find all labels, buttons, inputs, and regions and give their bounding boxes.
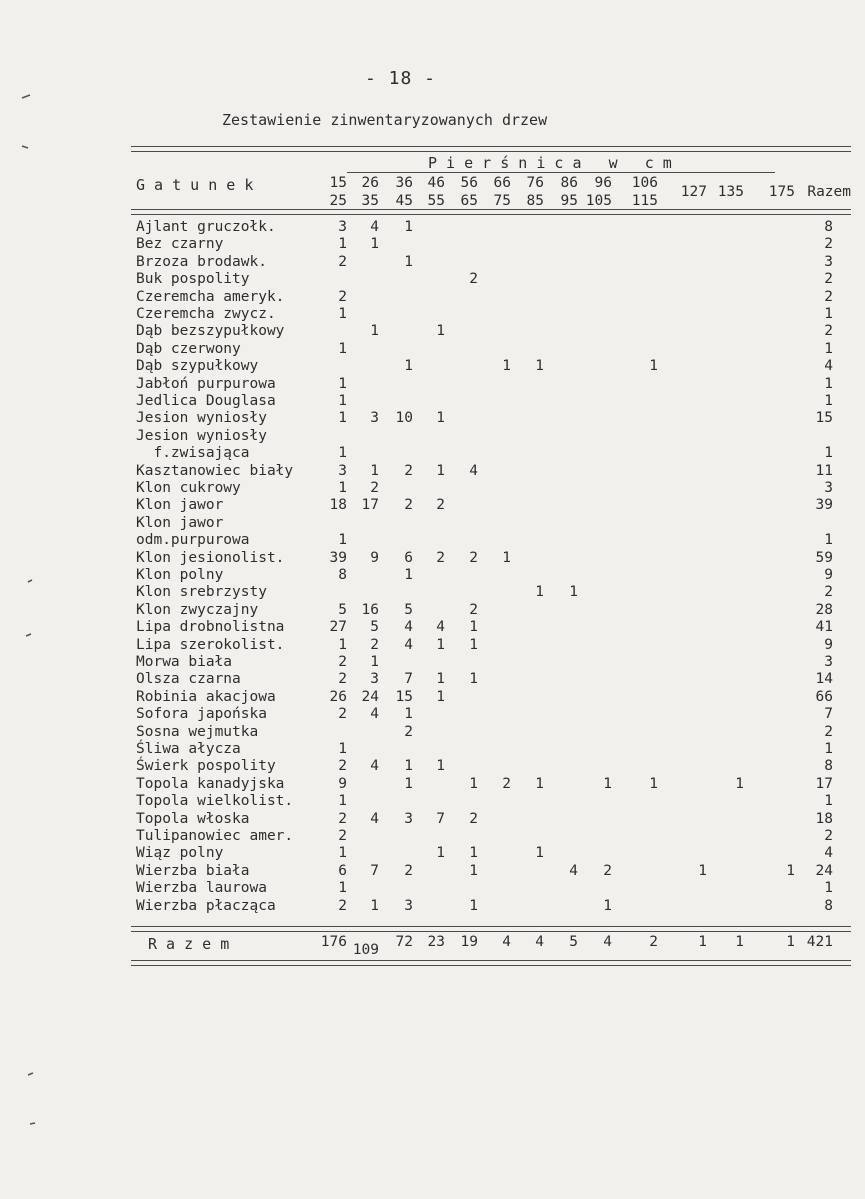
row-total: 17 bbox=[815, 775, 833, 792]
table-cell: 4 bbox=[370, 810, 379, 827]
table-cell: 2 bbox=[338, 758, 347, 775]
table-cell: 1 bbox=[338, 793, 347, 810]
species-name: Jesion wyniosły bbox=[136, 410, 267, 427]
class-label: 127 bbox=[680, 184, 707, 200]
table-cell: 3 bbox=[370, 671, 379, 688]
column-total: 109 bbox=[352, 942, 379, 958]
totals-label: R a z e m bbox=[148, 935, 230, 953]
species-name: Klon zwyczajny bbox=[136, 601, 259, 618]
table-cell: 4 bbox=[370, 706, 379, 723]
class-label: 175 bbox=[768, 184, 795, 200]
species-name: Topola wielkolist. bbox=[136, 793, 294, 810]
table-cell: 1 bbox=[535, 775, 544, 792]
table-cell: 1 bbox=[370, 462, 379, 479]
table-cell: 1 bbox=[436, 636, 445, 653]
column-total: 4 bbox=[603, 934, 612, 950]
table-cell: 1 bbox=[535, 845, 544, 862]
species-name: Czeremcha ameryk. bbox=[136, 288, 285, 305]
class-to-label: 105 bbox=[585, 193, 612, 209]
table-cell: 1 bbox=[436, 671, 445, 688]
row-total: 14 bbox=[815, 671, 833, 688]
table-cell: 1 bbox=[502, 358, 511, 375]
species-name: Jesion wyniosły bbox=[136, 427, 267, 444]
margin-mark bbox=[28, 1073, 33, 1075]
species-name: Świerk pospolity bbox=[136, 758, 276, 775]
column-total: 4 bbox=[502, 934, 511, 950]
class-to-label: 45 bbox=[395, 193, 413, 209]
row-total: 24 bbox=[815, 862, 833, 879]
column-total: 1 bbox=[786, 934, 795, 950]
table-cell: 1 bbox=[370, 897, 379, 914]
table-cell: 18 bbox=[329, 497, 347, 514]
totals-top-rule bbox=[131, 926, 851, 932]
column-total: 176 bbox=[320, 934, 347, 950]
species-name: Kasztanowiec biały bbox=[136, 462, 294, 479]
species-name: Wierzba płacząca bbox=[136, 897, 276, 914]
table-cell: 2 bbox=[338, 654, 347, 670]
row-total: 1 bbox=[824, 306, 833, 322]
table-cell: 7 bbox=[436, 810, 445, 827]
table-cell: 1 bbox=[469, 862, 478, 879]
class-to-label: 55 bbox=[427, 193, 445, 209]
class-to-label: 25 bbox=[329, 193, 347, 209]
table-cell: 4 bbox=[404, 636, 413, 653]
species-name: Klon cukrowy bbox=[136, 480, 241, 496]
class-to-label: 95 bbox=[560, 193, 578, 209]
row-total: 66 bbox=[815, 688, 833, 705]
table-cell: 5 bbox=[370, 619, 379, 636]
table-cell: 4 bbox=[370, 219, 379, 235]
class-from-label: 96 bbox=[594, 175, 612, 191]
species-name: Olsza czarna bbox=[136, 671, 241, 688]
table-cell: 2 bbox=[404, 723, 413, 740]
total-column-header: Razem bbox=[807, 184, 851, 200]
row-total: 1 bbox=[824, 880, 833, 897]
species-name: Topola kanadyjska bbox=[136, 775, 285, 792]
table-cell: 1 bbox=[436, 688, 445, 705]
table-cell: 1 bbox=[502, 549, 511, 566]
table-cell: 2 bbox=[370, 636, 379, 653]
table-cell: 1 bbox=[338, 480, 347, 496]
class-to-label: 65 bbox=[460, 193, 478, 209]
table-cell: 2 bbox=[338, 828, 347, 844]
table-cell: 2 bbox=[404, 462, 413, 479]
class-from-label: 26 bbox=[361, 175, 379, 191]
row-total: 15 bbox=[815, 410, 833, 427]
table-cell: 1 bbox=[535, 584, 544, 601]
table-cell: 26 bbox=[329, 688, 347, 705]
table-cell: 1 bbox=[404, 758, 413, 775]
table-cell: 5 bbox=[404, 601, 413, 618]
table-cell: 1 bbox=[338, 845, 347, 862]
table-cell: 2 bbox=[338, 671, 347, 688]
table-cell: 1 bbox=[603, 775, 612, 792]
table-cell: 27 bbox=[329, 619, 347, 636]
table-cell: 2 bbox=[404, 497, 413, 514]
table-cell: 1 bbox=[404, 253, 413, 270]
row-total: 2 bbox=[824, 828, 833, 844]
species-header: G a t u n e k bbox=[136, 176, 254, 194]
table-cell: 1 bbox=[469, 897, 478, 914]
row-total: 1 bbox=[824, 741, 833, 757]
table-cell: 9 bbox=[338, 775, 347, 792]
table-cell: 1 bbox=[370, 236, 379, 253]
table-cell: 3 bbox=[404, 810, 413, 827]
table-cell: 2 bbox=[469, 601, 478, 618]
table-cell: 1 bbox=[338, 880, 347, 897]
table-cell: 1 bbox=[735, 775, 744, 792]
table-cell: 24 bbox=[361, 688, 379, 705]
species-name: Sofora japońska bbox=[136, 706, 267, 723]
row-total: 1 bbox=[824, 393, 833, 409]
table-cell: 1 bbox=[338, 236, 347, 253]
table-cell: 2 bbox=[436, 549, 445, 566]
table-cell: 2 bbox=[370, 480, 379, 496]
header-double-rule bbox=[131, 209, 851, 215]
table-cell: 4 bbox=[404, 619, 413, 636]
class-from-label: 106 bbox=[631, 175, 658, 191]
species-name: Czeremcha zwycz. bbox=[136, 306, 276, 322]
table-cell: 1 bbox=[436, 845, 445, 862]
table-cell: 1 bbox=[469, 775, 478, 792]
margin-mark bbox=[26, 634, 31, 636]
row-total: 2 bbox=[824, 323, 833, 340]
column-total: 19 bbox=[460, 934, 478, 950]
species-name: odm.purpurowa bbox=[136, 532, 250, 549]
table-cell: 3 bbox=[370, 410, 379, 427]
row-total: 2 bbox=[824, 584, 833, 601]
table-cell: 1 bbox=[404, 567, 413, 583]
table-cell: 1 bbox=[338, 445, 347, 462]
row-total: 3 bbox=[824, 253, 833, 270]
table-cell: 1 bbox=[404, 775, 413, 792]
row-total: 11 bbox=[815, 462, 833, 479]
table-cell: 17 bbox=[361, 497, 379, 514]
row-total: 3 bbox=[824, 480, 833, 496]
row-total: 1 bbox=[824, 793, 833, 810]
table-cell: 1 bbox=[338, 741, 347, 757]
species-name: Dąb bezszypułkowy bbox=[136, 323, 285, 340]
class-from-label: 86 bbox=[560, 175, 578, 191]
column-total: 4 bbox=[535, 934, 544, 950]
grand-total: 421 bbox=[806, 934, 833, 950]
table-cell: 1 bbox=[786, 862, 795, 879]
table-cell: 2 bbox=[502, 775, 511, 792]
row-total: 3 bbox=[824, 654, 833, 670]
species-name: Klon jawor bbox=[136, 514, 224, 531]
table-cell: 1 bbox=[603, 897, 612, 914]
row-total: 28 bbox=[815, 601, 833, 618]
table-cell: 4 bbox=[436, 619, 445, 636]
class-label: 135 bbox=[717, 184, 744, 200]
table-cell: 1 bbox=[338, 393, 347, 409]
table-cell: 1 bbox=[698, 862, 707, 879]
row-total: 9 bbox=[824, 636, 833, 653]
species-name: Lipa szerokolist. bbox=[136, 636, 285, 653]
table-cell: 1 bbox=[436, 323, 445, 340]
class-from-label: 56 bbox=[460, 175, 478, 191]
top-double-rule bbox=[131, 146, 851, 152]
table-cell: 1 bbox=[338, 306, 347, 322]
class-from-label: 15 bbox=[329, 175, 347, 191]
table-cell: 5 bbox=[338, 601, 347, 618]
table-cell: 6 bbox=[404, 549, 413, 566]
table-cell: 1 bbox=[649, 775, 658, 792]
row-total: 7 bbox=[824, 706, 833, 723]
table-cell: 1 bbox=[404, 706, 413, 723]
row-total: 4 bbox=[824, 845, 833, 862]
table-cell: 1 bbox=[338, 636, 347, 653]
species-name: Wierzba laurowa bbox=[136, 880, 267, 897]
table-cell: 2 bbox=[338, 810, 347, 827]
class-to-label: 85 bbox=[526, 193, 544, 209]
table-cell: 1 bbox=[436, 410, 445, 427]
species-name: Morwa biała bbox=[136, 654, 233, 670]
row-total: 18 bbox=[815, 810, 833, 827]
column-total: 1 bbox=[698, 934, 707, 950]
row-total: 41 bbox=[815, 619, 833, 636]
table-cell: 39 bbox=[329, 549, 347, 566]
table-cell: 9 bbox=[370, 549, 379, 566]
table-cell: 1 bbox=[404, 219, 413, 235]
row-total: 8 bbox=[824, 758, 833, 775]
class-to-label: 115 bbox=[631, 193, 658, 209]
row-total: 59 bbox=[815, 549, 833, 566]
species-name: Ajlant gruczołk. bbox=[136, 219, 276, 235]
row-total: 4 bbox=[824, 358, 833, 375]
species-name: Jabłoń purpurowa bbox=[136, 375, 276, 392]
margin-mark bbox=[22, 146, 28, 148]
page-number: - 18 - bbox=[365, 68, 437, 89]
table-cell: 2 bbox=[338, 253, 347, 270]
table-cell: 7 bbox=[370, 862, 379, 879]
table-cell: 1 bbox=[469, 636, 478, 653]
table-cell: 3 bbox=[338, 219, 347, 235]
table-cell: 1 bbox=[338, 340, 347, 357]
margin-mark bbox=[22, 95, 30, 98]
table-cell: 2 bbox=[404, 862, 413, 879]
row-total: 1 bbox=[824, 340, 833, 357]
species-name: Sosna wejmutka bbox=[136, 723, 259, 740]
diameter-header: P i e r ś n i c a w c m bbox=[428, 154, 672, 172]
table-cell: 2 bbox=[469, 549, 478, 566]
table-cell: 2 bbox=[469, 271, 478, 288]
table-cell: 1 bbox=[469, 619, 478, 636]
table-cell: 1 bbox=[436, 758, 445, 775]
row-total: 1 bbox=[824, 375, 833, 392]
row-total: 2 bbox=[824, 723, 833, 740]
table-cell: 1 bbox=[370, 323, 379, 340]
class-from-label: 46 bbox=[427, 175, 445, 191]
species-name: Tulipanowiec amer. bbox=[136, 828, 294, 844]
document-title: Zestawienie zinwentaryzowanych drzew bbox=[222, 111, 548, 129]
row-total: 8 bbox=[824, 897, 833, 914]
row-total: 1 bbox=[824, 445, 833, 462]
species-name: Robinia akacjowa bbox=[136, 688, 276, 705]
class-to-label: 75 bbox=[493, 193, 511, 209]
row-total: 8 bbox=[824, 219, 833, 235]
row-total: 2 bbox=[824, 271, 833, 288]
species-name: Wierzba biała bbox=[136, 862, 250, 879]
diameter-header-underline bbox=[347, 172, 775, 173]
species-name: Lipa drobnolistna bbox=[136, 619, 285, 636]
species-name: Klon jawor bbox=[136, 497, 224, 514]
table-cell: 1 bbox=[404, 358, 413, 375]
species-name: Bez czarny bbox=[136, 236, 224, 253]
class-from-label: 66 bbox=[493, 175, 511, 191]
table-cell: 2 bbox=[469, 810, 478, 827]
species-name: Wiąz polny bbox=[136, 845, 224, 862]
table-cell: 4 bbox=[370, 758, 379, 775]
row-total: 2 bbox=[824, 288, 833, 305]
column-total: 23 bbox=[427, 934, 445, 950]
class-from-label: 36 bbox=[395, 175, 413, 191]
species-name: Śliwa ałycza bbox=[136, 741, 241, 757]
row-total: 39 bbox=[815, 497, 833, 514]
table-cell: 15 bbox=[395, 688, 413, 705]
class-to-label: 35 bbox=[361, 193, 379, 209]
table-cell: 2 bbox=[338, 897, 347, 914]
table-cell: 1 bbox=[338, 532, 347, 549]
column-total: 72 bbox=[395, 934, 413, 950]
row-total: 2 bbox=[824, 236, 833, 253]
species-name: Klon srebrzysty bbox=[136, 584, 267, 601]
table-cell: 1 bbox=[569, 584, 578, 601]
species-name: f.zwisająca bbox=[136, 445, 250, 462]
table-cell: 1 bbox=[338, 375, 347, 392]
species-name: Brzoza brodawk. bbox=[136, 253, 267, 270]
table-cell: 1 bbox=[370, 654, 379, 670]
bottom-double-rule bbox=[131, 960, 851, 966]
species-name: Jedlica Douglasa bbox=[136, 393, 276, 409]
table-cell: 1 bbox=[469, 845, 478, 862]
species-name: Buk pospolity bbox=[136, 271, 250, 288]
table-cell: 1 bbox=[338, 410, 347, 427]
table-cell: 7 bbox=[404, 671, 413, 688]
species-name: Topola włoska bbox=[136, 810, 250, 827]
column-total: 2 bbox=[649, 934, 658, 950]
table-cell: 1 bbox=[436, 462, 445, 479]
row-total: 1 bbox=[824, 532, 833, 549]
class-from-label: 76 bbox=[526, 175, 544, 191]
table-cell: 2 bbox=[436, 497, 445, 514]
column-total: 1 bbox=[735, 934, 744, 950]
table-cell: 2 bbox=[603, 862, 612, 879]
table-cell: 2 bbox=[338, 288, 347, 305]
margin-mark bbox=[28, 580, 32, 582]
table-cell: 2 bbox=[338, 706, 347, 723]
table-cell: 3 bbox=[338, 462, 347, 479]
species-name: Dąb szypułkowy bbox=[136, 358, 259, 375]
row-total: 9 bbox=[824, 567, 833, 583]
table-cell: 1 bbox=[649, 358, 658, 375]
column-total: 5 bbox=[569, 934, 578, 950]
species-name: Klon jesionolist. bbox=[136, 549, 285, 566]
table-cell: 3 bbox=[404, 897, 413, 914]
table-cell: 6 bbox=[338, 862, 347, 879]
table-cell: 16 bbox=[361, 601, 379, 618]
table-cell: 4 bbox=[469, 462, 478, 479]
table-cell: 10 bbox=[395, 410, 413, 427]
table-cell: 1 bbox=[469, 671, 478, 688]
margin-mark bbox=[30, 1123, 35, 1124]
table-cell: 4 bbox=[569, 862, 578, 879]
species-name: Dąb czerwony bbox=[136, 340, 241, 357]
species-name: Klon polny bbox=[136, 567, 224, 583]
table-cell: 1 bbox=[535, 358, 544, 375]
table-cell: 8 bbox=[338, 567, 347, 583]
